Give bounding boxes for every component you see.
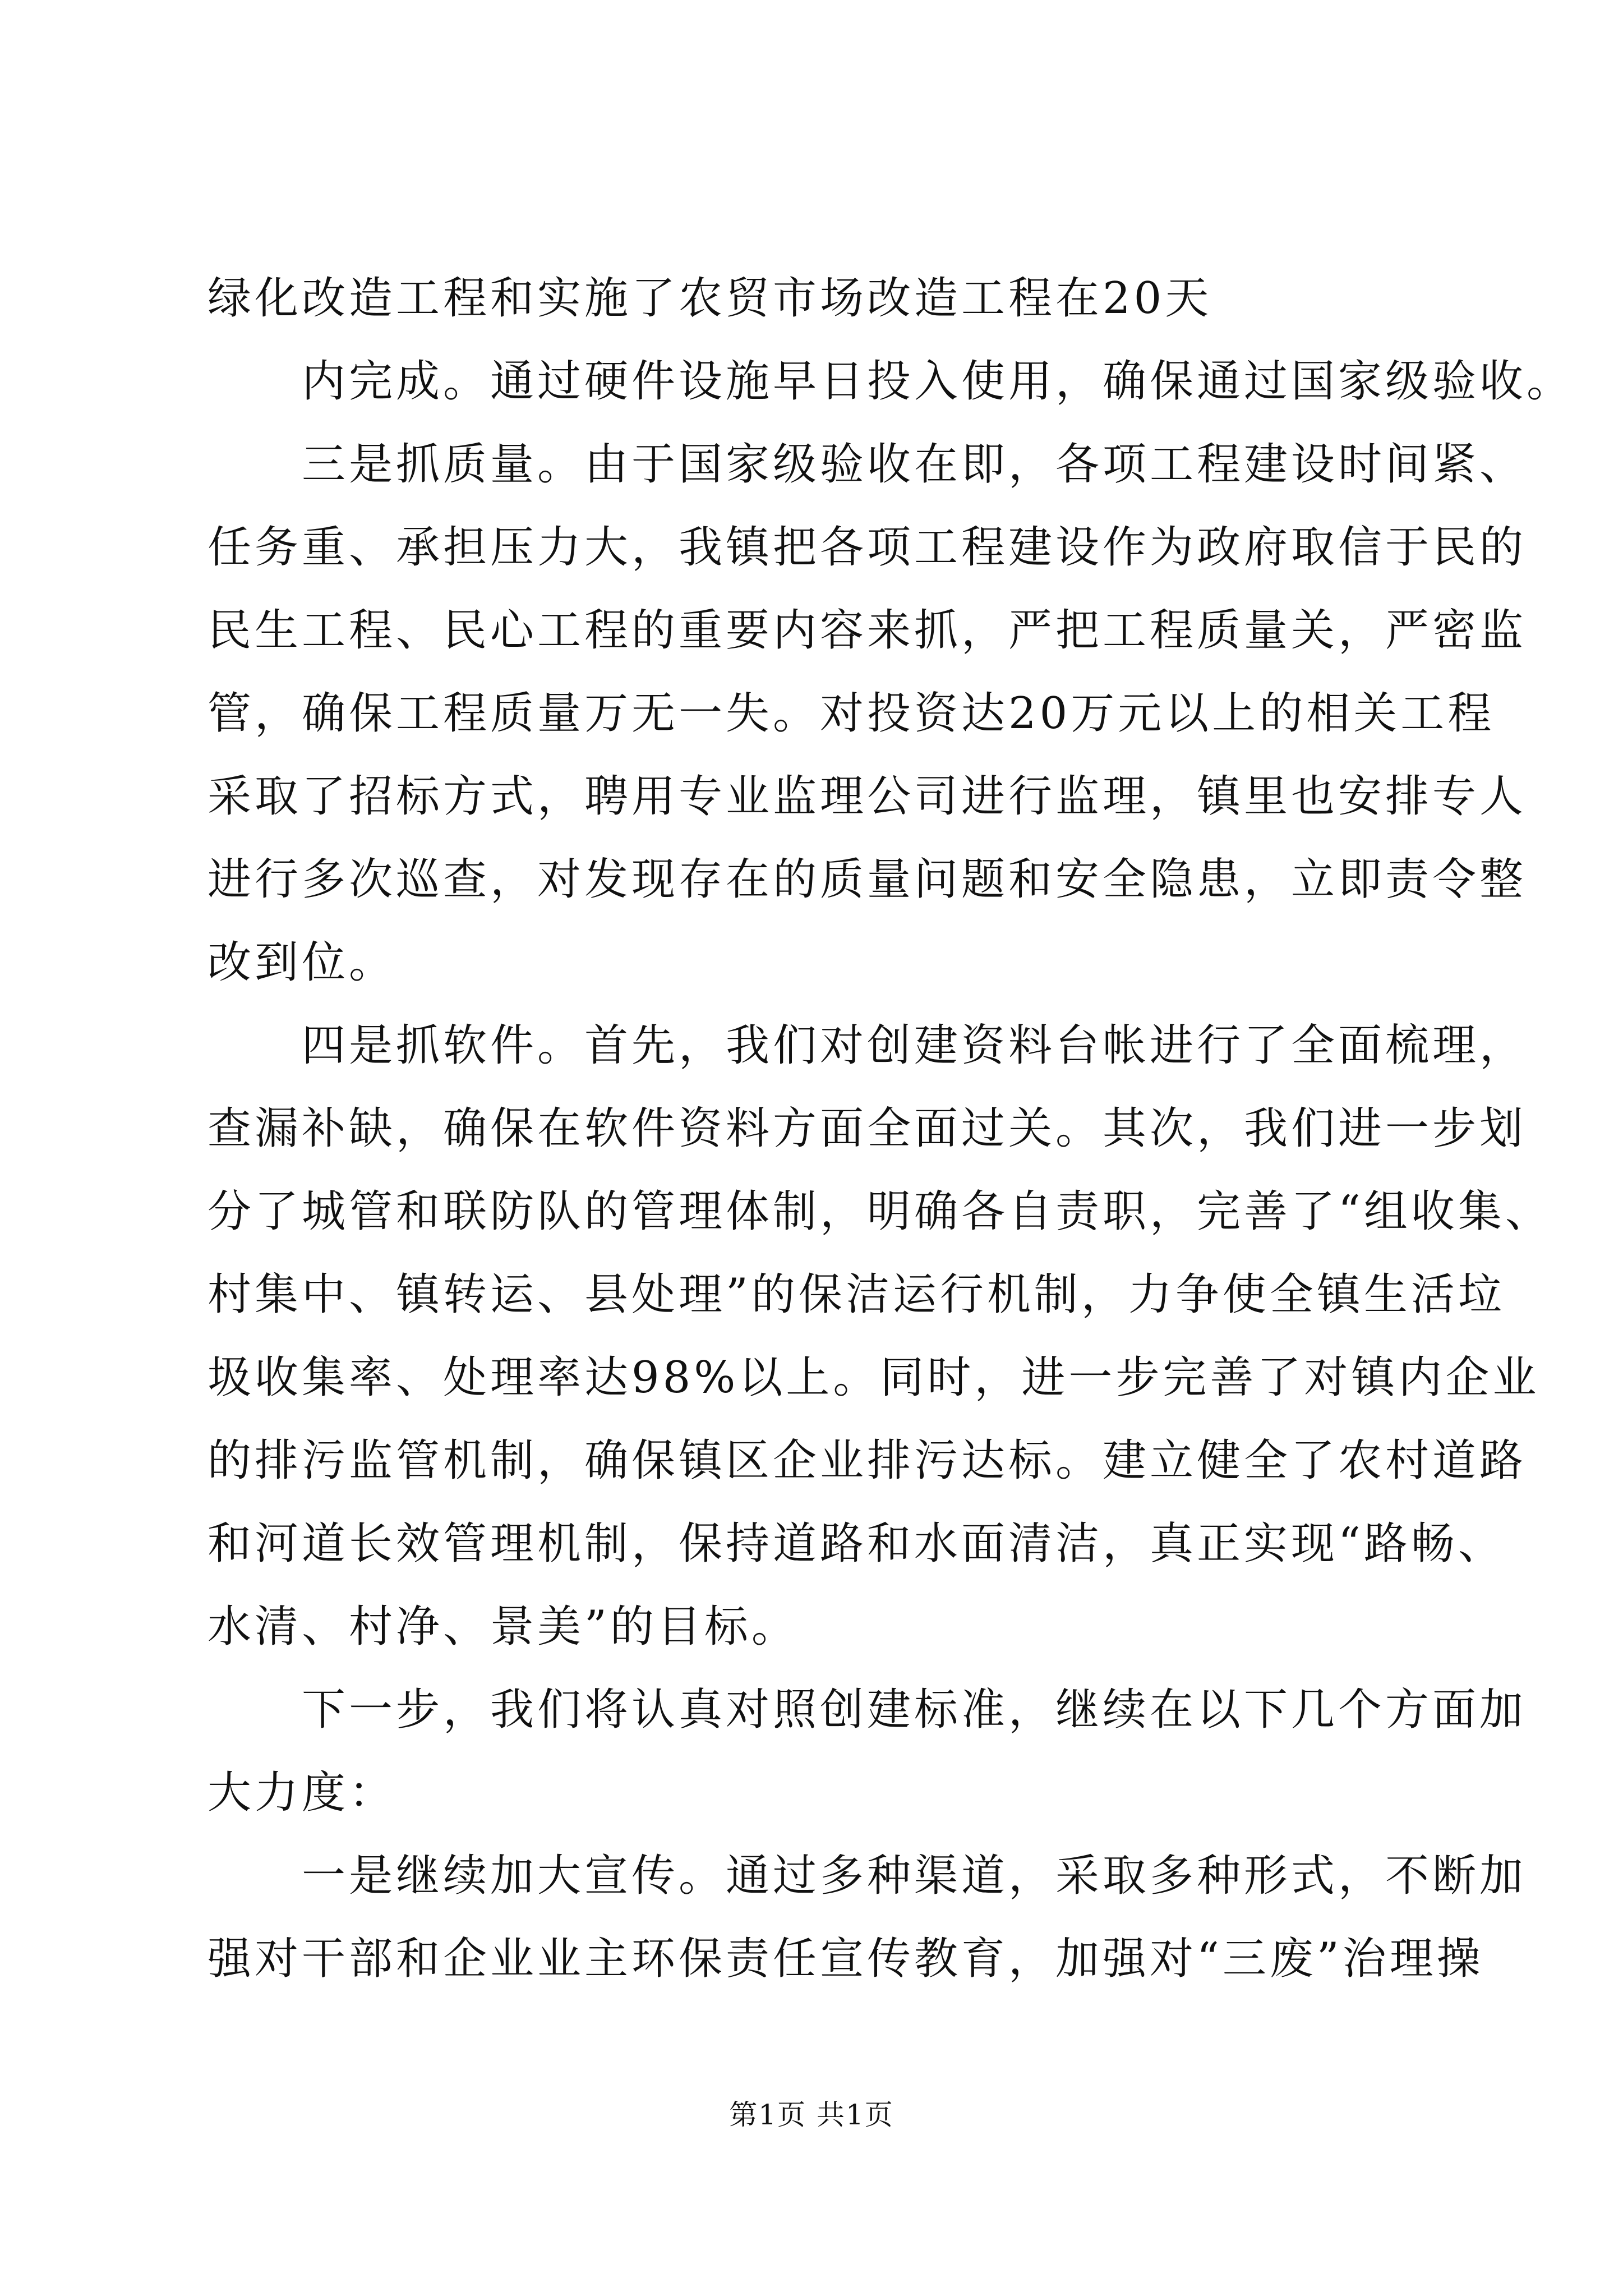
text-line: 内完成。通过硬件设施早日投入使用，确保通过国家级验收。 xyxy=(302,356,1574,407)
text-line: 圾收集率、处理率达98%以上。同时，进一步完善了对镇内企业 xyxy=(208,1352,1540,1403)
text-line: 三是抓质量。由于国家级验收在即，各项工程建设时间紧、 xyxy=(302,439,1527,490)
text-line: 改到位。 xyxy=(208,937,396,988)
text-line: 民生工程、民心工程的重要内容来抓，严把工程质量关，严密监 xyxy=(208,605,1527,656)
page-footer: 第1页 共1页 xyxy=(729,2099,894,2131)
body-text xyxy=(208,257,1574,2000)
text-line: 采取了招标方式，聘用专业监理公司进行监理，镇里也安排专人 xyxy=(208,771,1527,822)
text-line: 管，确保工程质量万无一失。对投资达20万元以上的相关工程 xyxy=(208,688,1495,739)
text-line: 水清、村净、景美”的目标。 xyxy=(208,1602,799,1652)
text-line: 四是抓软件。首先，我们对创建资料台帐进行了全面梳理， xyxy=(302,1020,1527,1071)
text-line: 查漏补缺，确保在软件资料方面全面过关。其次，我们进一步划 xyxy=(208,1103,1527,1154)
text-line: 大力度： xyxy=(208,1768,396,1818)
text-line: 和河道长效管理机制，保持道路和水面清洁，真正实现“路畅、 xyxy=(208,1519,1505,1569)
text-line: 村集中、镇转运、县处理”的保洁运行机制，力争使全镇生活垃 xyxy=(208,1269,1505,1320)
text-line: 分了城管和联防队的管理体制，明确各自责职，完善了“组收集、 xyxy=(208,1186,1552,1237)
text-line: 的排污监管机制，确保镇区企业排污达标。建立健全了农村道路 xyxy=(208,1435,1527,1486)
text-line: 任务重、承担压力大，我镇把各项工程建设作为政府取信于民的 xyxy=(208,522,1527,573)
text-line: 强对干部和企业业主环保责任宣传教育，加强对“三废”治理操 xyxy=(208,1934,1484,1984)
text-line: 下一步，我们将认真对照创建标准，继续在以下几个方面加 xyxy=(302,1685,1527,1735)
text-line: 进行多次巡查，对发现存在的质量问题和安全隐患，立即责令整 xyxy=(208,854,1527,905)
text-line: 一是继续加大宣传。通过多种渠道，采取多种形式，不断加 xyxy=(302,1851,1527,1901)
text-line: 绿化改造工程和实施了农贸市场改造工程在20天 xyxy=(208,273,1212,324)
